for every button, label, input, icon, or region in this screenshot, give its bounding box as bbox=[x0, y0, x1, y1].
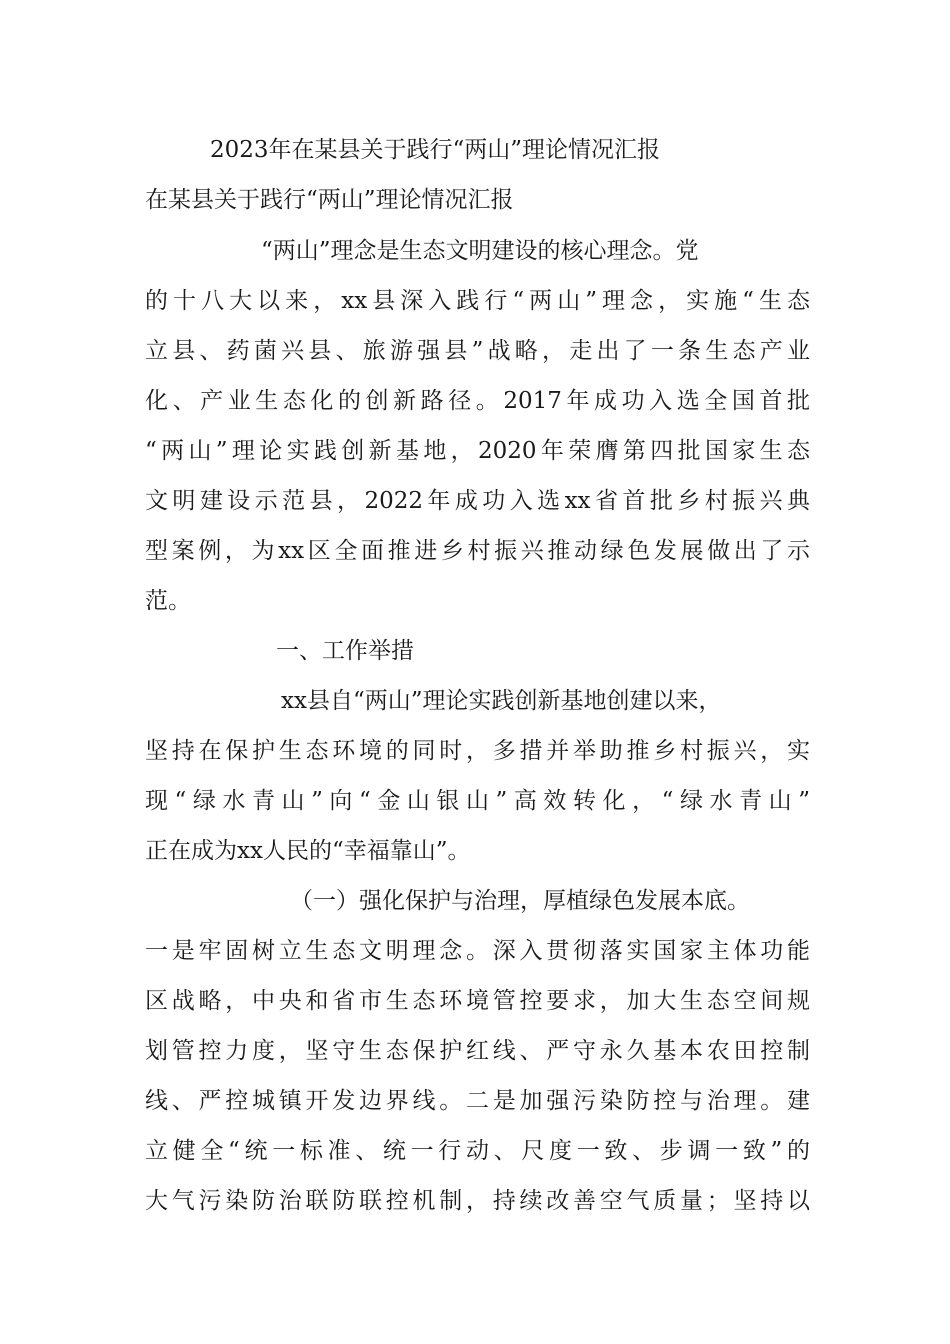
section-line: xx县自“两山”理论实践创新基地创建以来， bbox=[281, 688, 722, 714]
document-subtitle: 在某县关于践行“两山”理论情况汇报 bbox=[145, 187, 514, 213]
intro-line: 范。 bbox=[145, 588, 191, 614]
subsection-line: 线、严控城镇开发边界线。二是加强污染防控与治理。建 bbox=[145, 1088, 810, 1114]
intro-line: 型案例，为xx区全面推进乡村振兴推动绿色发展做出了示 bbox=[145, 538, 810, 564]
section-line: 现“绿水青山”向“金山银山”高效转化，“绿水青山” bbox=[145, 788, 810, 814]
document-title: 2023年在某县关于践行“两山”理论情况汇报 bbox=[210, 137, 661, 163]
intro-line: 立县、药菌兴县、旅游强县”战略，走出了一条生态产业 bbox=[145, 338, 810, 364]
section-heading: 一、工作举措 bbox=[276, 638, 414, 664]
intro-line: 化、产业生态化的创新路径。2017年成功入选全国首批 bbox=[145, 388, 810, 414]
subsection-line: 划管控力度，坚守生态保护红线、严守永久基本农田控制 bbox=[145, 1038, 810, 1064]
intro-line: “两山”理论实践创新基地，2020年荣膺第四批国家生态 bbox=[145, 438, 810, 464]
intro-line: 的十八大以来，xx县深入践行“两山”理念，实施“生态 bbox=[145, 288, 810, 314]
intro-line: 文明建设示范县，2022年成功入选xx省首批乡村振兴典 bbox=[145, 488, 810, 514]
section-line: 正在成为xx人民的“幸福靠山”。 bbox=[145, 838, 471, 864]
intro-line: “两山”理念是生态文明建设的核心理念。党 bbox=[261, 238, 699, 264]
subsection-line: 区战略，中央和省市生态环境管控要求，加大生态空间规 bbox=[145, 988, 810, 1014]
subsection-line: 一是牢固树立生态文明理念。深入贯彻落实国家主体功能 bbox=[145, 938, 810, 964]
subsection-line: 立健全“统一标准、统一行动、尺度一致、步调一致”的 bbox=[145, 1138, 810, 1164]
subsection-line: 大气污染防治联防联控机制，持续改善空气质量；坚持以 bbox=[145, 1188, 810, 1214]
section-line: 坚持在保护生态环境的同时，多措并举助推乡村振兴，实 bbox=[145, 738, 810, 764]
subsection-heading: （一）强化保护与治理，厚植绿色发展本底。 bbox=[290, 888, 750, 914]
